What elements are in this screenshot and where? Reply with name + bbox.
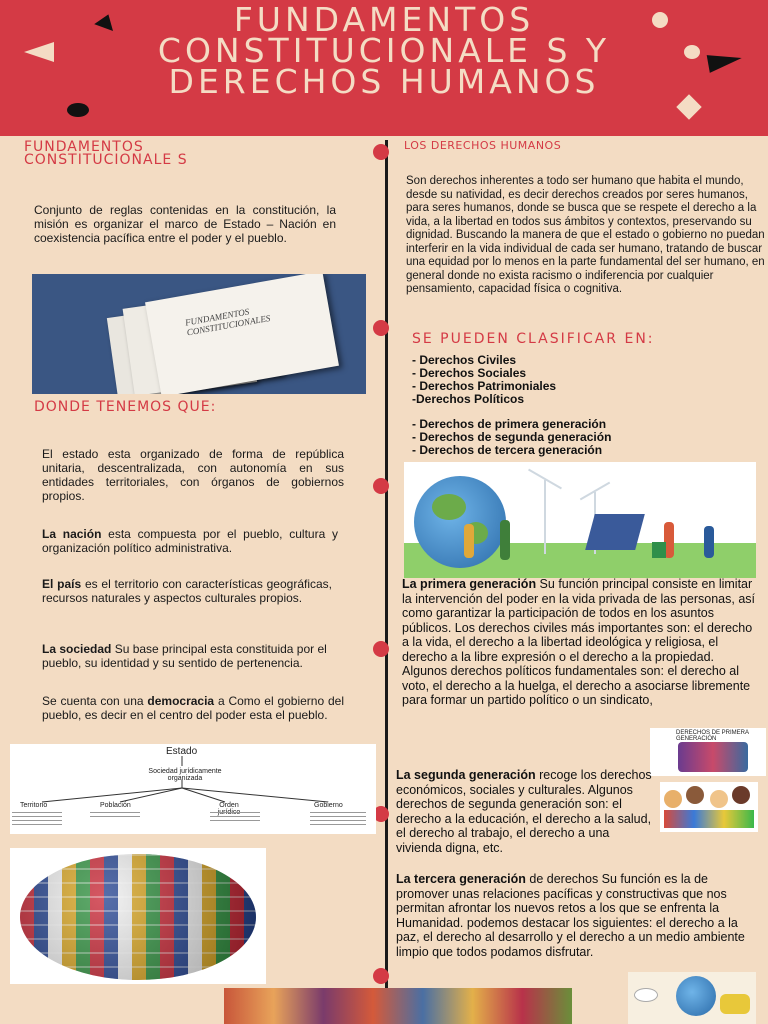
nacion-label: La nación [42,527,102,541]
section-title-derechos-humanos: LOS DERECHOS HUMANOS [404,139,562,152]
diagram-node-gobierno: Gobierno [314,802,343,809]
timeline-line [385,140,388,1024]
circle-decoration-icon [67,103,89,117]
section-title-fundamentos: FUNDAMENTOS CONSTITUCIONALE S [24,139,188,168]
democracia-paragraph [42,694,344,722]
earth-globe-icon [676,976,716,1016]
primera-label: La primera generación [402,577,537,591]
segunda-generacion-paragraph [396,768,658,855]
timeline-dot [373,144,389,160]
dove-icon [634,988,658,1002]
environment-illustration [404,462,756,578]
tercera-text: de derechos Su función es la de promover unas relaciones pacíficas y constructivas que nos permitan afrontar los nuevos retos a los que se enfrenta la Humanidad. podemos destacar los siguientes: el derecho a la paz, el derecho al desarrollo y el derecho a un medio ambiente limpio que todos podamos disfrutar. [396,872,745,959]
segunda-text: recoge los derechos económicos, sociales y culturales. Algunos derechos de segunda generación son: el derecho a la educación, el derecho a la salud, el derecho al trabajo, el derecho a una vivienda digna, etc. [396,768,652,855]
intro-paragraph: Conjunto de reglas contenidas en la constitución, la misión es organizar el marco de Estado – Nación en coexistencia pacífica entre el poder y el pueblo. [34,203,336,245]
book-image [32,274,366,394]
estado-paragraph: El estado esta organizado de forma de república unitaria, descentralizada, con autonomía en sus entidades territoriales, con órganos de gobiernos propios. [42,447,344,503]
peace-world-illustration [628,972,756,1024]
primera-generacion-image [650,728,766,776]
diagram-sub: Sociedad jurídicamente organizada [148,768,222,782]
primera-text: Su función principal consiste en limitar la intervención del poder en la vida privada de las personas, así como garantizar la participación de todos en los asuntos públicos. Los derechos civiles más importantes son: el derecho a la vida, el derecho a la libertad ideológica y religiosa, el derecho a la libre expresión o el derecho a la propiedad. Algunos derechos políticos fundamentales son: el derecho al voto, el derecho a la huelga, el derecho a asociarse libremente para formar un partido político o un sindicato, [402,577,755,707]
diagram-node-territorio: Territorio [20,802,48,809]
diamond-decoration-icon [676,94,701,119]
timeline-dot [373,478,389,494]
democracia-post: a Como el gobierno del pueblo, es decir en el centro del poder esta el pueblo. [42,694,344,722]
pais-label: El país [42,577,82,591]
timeline-dot [373,641,389,657]
pais-text: es el territorio con características geográficas, recursos naturales y aspectos culturales propios. [42,577,333,605]
nacion-text: esta compuesta por el pueblo, cultura y organización político administrativa. [42,527,338,555]
nacion-paragraph [42,527,338,555]
sociedad-paragraph [42,642,346,670]
list-item: - Derechos Civiles [412,353,517,367]
list-item: - Derechos Patrimoniales [412,379,557,393]
section-title-donde: DONDE TENEMOS QUE: [34,399,217,415]
flag-globe-image [10,848,266,984]
page-title: FUNDAMENTOS CONSTITUCIONALE S Y DERECHOS HUMANOS [157,0,611,101]
timeline-dot [373,320,389,336]
diagram-root: Estado [166,746,198,757]
estado-diagram [10,744,376,834]
clasificacion-list-2 [412,418,732,457]
list-item: - Derechos de segunda generación [412,430,612,444]
triangle-decoration-icon [707,49,744,73]
clasificacion-list-1 [412,354,712,406]
triangle-decoration-icon [24,42,54,62]
tercera-generacion-paragraph [396,872,762,959]
recycle-bin-icon [652,542,666,558]
solar-panel-icon [585,514,645,550]
timeline-dot [373,968,389,984]
tercera-label: La tercera generación [396,872,526,886]
democracia-pre: Se cuenta con una [42,694,148,708]
book-cover-title: FUNDAMENTOS CONSTITUCIONALES [184,306,272,338]
list-item: -Derechos Políticos [412,392,525,406]
democracia-label: democracia [147,694,215,708]
diagram-fine-print [10,812,376,832]
pais-paragraph [42,577,332,605]
diagram-node-poblacion: Población [100,802,131,809]
section-title-clasificar: SE PUEDEN CLASIFICAR EN: [412,331,655,347]
segunda-label: La segunda generación [396,768,536,782]
primera-generacion-paragraph [402,577,758,708]
diagram-node-orden: Orden [219,802,239,809]
earth-globe-icon [414,476,506,568]
children-illustration [660,782,758,832]
list-item: - Derechos de primera generación [412,417,607,431]
sociedad-text: Su base principal esta constituida por el pueblo, su identidad y su sentido de pertenencia. [42,642,327,670]
sociedad-label: La sociedad [42,642,112,656]
list-item: - Derechos Sociales [412,366,527,380]
wind-turbine-icon [544,480,546,554]
people-faces-image [224,988,572,1024]
primera-image-caption: DERECHOS DE PRIMERA GENERACIÓN [676,730,749,742]
derechos-humanos-paragraph: Son derechos inherentes a todo ser humano que habita el mundo, desde su natividad, es decir derechos creados por seres humanos, para seres humanos, donde se busca que se respete el derecho a la vida, a la libertad en todos sus ámbitos y contextos, preservando su dignidad. Buscando la manera de que el estado o gobierno no puedan interferir en la vida individual de cada ser humano, tratando de buscar una equidad por lo menos en la parte fundamental del ser humano, en general donde no exista racismo o indiferencia por cualquier pensamiento, capacidad física o cognitiva. [406,175,765,295]
list-item: - Derechos de tercera generación [412,443,603,457]
